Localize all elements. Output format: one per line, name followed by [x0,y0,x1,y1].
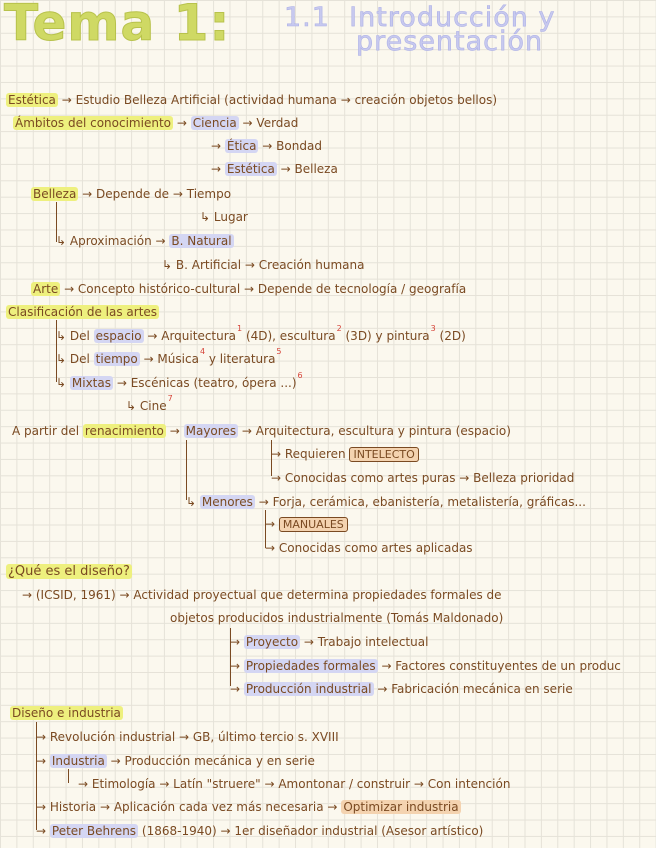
text-espacio-mid: → Arquitectura [147,329,237,343]
arrow-proyecto: → [230,635,241,649]
text-espacio-rest2: (3D) y pintura [345,329,430,343]
term-belleza: Belleza [33,187,77,201]
arrow-produccion: → [230,682,241,696]
text-mixtas-pre: ↳ [56,376,67,390]
line-disind [10,706,123,720]
line-requieren [271,447,419,462]
line-clasif [6,305,159,319]
line-manuales [265,517,348,532]
bracket-industria [68,769,69,783]
line-cine [126,394,173,415]
line-espacio [56,324,466,345]
line-estetica [6,93,497,107]
term-optimizar: Optimizar industria [343,800,459,814]
text-belleza: → Depende de → Tiempo [82,187,232,201]
title-number: 1.1 [284,2,330,33]
title-main: Tema 1: [4,0,231,52]
arrow-industria: → [36,754,47,768]
title-line2: presentación [356,26,544,57]
term-produccion: Producción industrial [245,682,372,696]
arrow-estetica2: → [211,162,222,176]
text-historia: → Historia → Aplicación cada vez más necesaria → [36,800,338,814]
line-tiempo [56,347,282,368]
num-7: 7 [167,394,173,403]
arrow-propiedades: → [230,659,241,673]
term-arte: Arte [33,282,59,296]
term-espacio: espacio [95,329,142,343]
title-sub [284,2,556,57]
text-requieren: → Requieren [271,447,346,461]
term-menores: Menores [201,495,253,509]
term-behrens: Peter Behrens [51,824,137,838]
arrow-etica: → [211,139,222,153]
line-estetica2 [211,162,338,176]
line-arte [31,282,466,296]
text-ambitos: → Verdad [242,116,299,130]
text-behrens: (1868-1940) → 1er diseñador industrial (Asesor artístico) [141,824,484,838]
text-proyecto: → Trabajo intelectual [303,635,429,649]
line-mixtas [56,371,303,392]
term-bnatural: B. Natural [171,234,232,248]
text-mixtas-rest: → Escénicas (teatro, ópera ...) [116,376,297,390]
num-3: 3 [430,324,436,333]
term-manuales: MANUALES [279,517,348,532]
num-5: 5 [276,347,282,356]
text-renac-rest: → Arquitectura, escultura y pintura (espacio) [241,424,511,438]
term-ciencia: Ciencia [192,116,237,130]
line-behrens [36,824,483,838]
arrow-ambitos: → [176,116,187,130]
text-tiempo-rest: y literatura [208,352,276,366]
num-2: 2 [336,324,342,333]
line-conocidas: → Conocidas como artes puras → Belleza prioridad [271,471,575,485]
term-estetica2: Estética [226,162,275,176]
text-tiempo-mid: → Música [143,352,199,366]
line-ambitos [13,116,298,130]
term-mixtas: Mixtas [71,376,111,390]
term-estetica: Estética [8,93,56,107]
text-industria: → Producción mecánica y en serie [110,754,315,768]
term-clasif: Clasificación de las artes [8,305,158,319]
line-belleza [31,187,231,201]
text-espacio-rest: (4D), escultura [245,329,336,343]
line-revolucion: → Revolución industrial → GB, último tercio s. XVIII [36,730,339,744]
arrow-manuales: → [265,517,276,531]
term-disind: Diseño e industria [12,706,121,720]
bracket-renac [186,440,187,500]
text-espacio-pre: ↳ Del [56,329,90,343]
term-industria: Industria [51,754,105,768]
term-ambitos: Ámbitos del conocimiento [15,116,171,130]
term-tiempo: tiempo [95,352,138,366]
line-etica [211,139,322,153]
line-historia [36,800,461,814]
line-aplicadas: → Conocidas como artes aplicadas [265,541,473,555]
term-proyecto: Proyecto [245,635,299,649]
line-etimologia: → Etimología → Latín "struere" → Amontonar / construir → Con intención [78,777,511,791]
term-etica: Ética [226,139,257,153]
text-etica: → Bondad [262,139,322,153]
text-propiedades: → Factores constituyentes de un produc [381,659,621,673]
line-produccion [230,682,573,696]
text-tiempo-pre: ↳ Del [56,352,90,366]
text-cine: ↳ Cine [126,399,167,413]
num-1: 1 [237,324,243,333]
line-renacimiento [12,424,511,438]
line-diseno [6,565,132,579]
title-line1: Introducción y [349,2,556,33]
num-4: 4 [199,347,206,356]
line-aprox [56,234,234,248]
line-proyecto [230,635,428,649]
line-lugar: ↳ Lugar [200,210,248,224]
text-renac-pre: A partir del [12,424,80,438]
line-icsid: → (ICSID, 1961) → Actividad proyectual que determina propiedades formales de [22,588,502,602]
term-renacimiento: renacimiento [84,424,164,438]
line-bartif: ↳ B. Artificial → Creación humana [162,258,365,272]
num-6: 6 [297,371,303,380]
term-propiedades: Propiedades formales [245,659,376,673]
arrow-behrens: → [36,824,47,838]
line-industria [36,754,315,768]
text-produccion: → Fabricación mecánica en serie [377,682,573,696]
text-arte: → Concepto histórico-cultural → Depende de tecnología / geografía [64,282,467,296]
term-mayores: Mayores [185,424,237,438]
text-menores: → Forja, cerámica, ebanistería, metalistería, gráficas... [258,495,586,509]
text-espacio-rest3: (2D) [439,329,466,343]
arrow-menores: ↳ [186,495,200,509]
term-intelecto: INTELECTO [349,447,418,462]
arrow-renac: → [169,424,180,438]
line-menores [186,495,586,509]
line-propiedades [230,659,621,673]
text-estetica: → Estudio Belleza Artificial (actividad humana → creación objetos bellos) [61,93,498,107]
text-aprox: ↳ Aproximación → [56,234,166,248]
term-diseno: ¿Qué es el diseño? [8,564,130,579]
line-objetos: objetos producidos industrialmente (Tomás Maldonado) [170,611,504,625]
text-estetica2: → Belleza [280,162,338,176]
